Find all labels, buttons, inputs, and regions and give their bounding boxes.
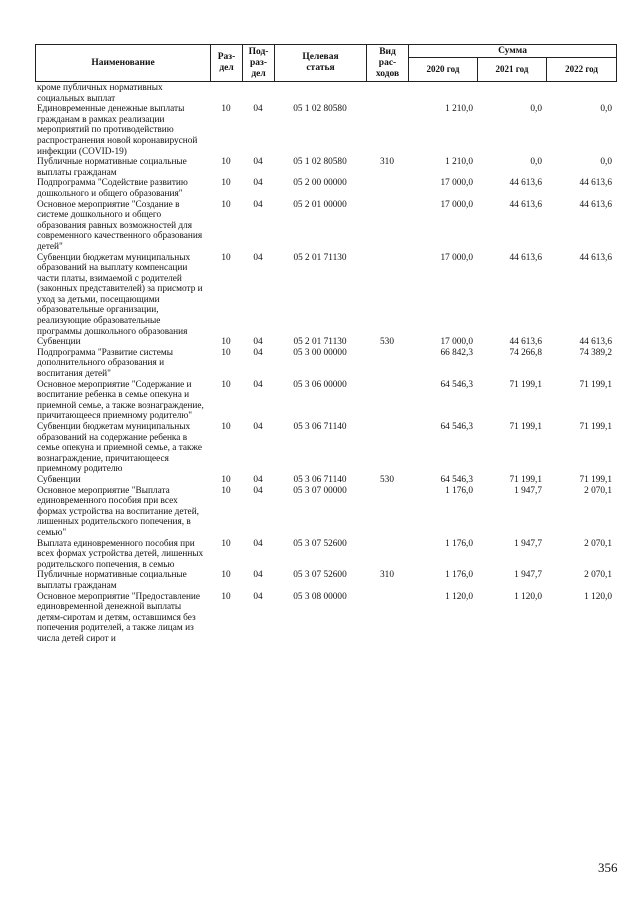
header-name: Наименование: [36, 45, 211, 82]
cell-s2020: 1 210,0: [445, 157, 473, 168]
cell-s2020: 17 000,0: [440, 252, 473, 263]
cell-s2022: 2 070,1: [584, 570, 612, 581]
cell-rz: 10: [221, 199, 231, 210]
cell-vr: [366, 592, 408, 645]
cell-s2022: 71 199,1: [579, 422, 612, 432]
cell-rz: [210, 83, 242, 104]
table-row: [35, 348, 616, 380]
cell-s2021: 1 947,7: [514, 570, 542, 581]
cell-cs: 05 3 07 00000: [293, 485, 347, 496]
cell-s2021: [477, 83, 546, 104]
header-2022: 2022 год: [547, 58, 617, 82]
cell-s2021: 44 613,6: [509, 337, 542, 348]
cell-s2022: 44 613,6: [579, 337, 612, 348]
header-2020: 2020 год: [409, 58, 478, 82]
cell-prz: 04: [253, 422, 263, 432]
table-row: [35, 570, 616, 591]
header-summa: Сумма: [409, 45, 617, 58]
cell-cs: 05 3 07 52600: [293, 538, 347, 549]
cell-vr: [366, 200, 408, 253]
cell-name: Выплата единовременного пособия при всех формах устройства детей, лишенных родительского попечения, в семью: [37, 538, 204, 570]
cell-cs: 05 2 00 00000: [293, 178, 347, 189]
cell-vr: [366, 348, 408, 380]
cell-vr: [366, 83, 408, 104]
cell-cs: 05 3 06 00000: [293, 379, 347, 390]
table-row: [35, 539, 616, 571]
cell-s2021: 74 266,8: [509, 347, 542, 358]
table-row: [35, 592, 616, 645]
cell-prz: 04: [253, 252, 263, 263]
cell-rz: 10: [221, 422, 231, 432]
header-razdel: Раз- дел: [211, 45, 243, 82]
header-statya: Целевая статья: [275, 45, 367, 82]
cell-s2021: 44 613,6: [509, 199, 542, 210]
cell-vr: 530: [380, 474, 394, 485]
cell-name: Подпрограмма "Содействие развитию дошкольного и общего образования": [37, 178, 188, 199]
cell-s2020: 17 000,0: [440, 178, 473, 189]
cell-prz: 04: [253, 347, 263, 358]
cell-cs: 05 3 06 71140: [293, 422, 347, 432]
cell-name: Субвенции бюджетам муниципальных образований на выплату компенсации части платы, взимаемой с родителей (законных представителей) за присмотр и уход за детьми, посещающими образовательные организации, реализующие образовательные программы дошкольного образования: [37, 252, 203, 337]
cell-s2022: 2 070,1: [584, 485, 612, 496]
cell-rz: 10: [221, 474, 231, 485]
cell-cs: 05 3 08 00000: [293, 591, 347, 602]
cell-vr: [366, 178, 408, 199]
cell-rz: 10: [221, 379, 231, 390]
cell-cs: 05 3 07 52600: [293, 570, 347, 581]
cell-s2020: 1 176,0: [445, 570, 473, 581]
cell-s2020: 1 120,0: [445, 591, 473, 602]
cell-vr: [366, 486, 408, 539]
cell-s2021: 44 613,6: [509, 252, 542, 263]
cell-s2020: [408, 83, 477, 104]
cell-vr: 530: [380, 337, 394, 348]
table-row: [35, 157, 616, 178]
cell-name: Субвенции: [37, 474, 81, 485]
table-row: [35, 475, 616, 486]
cell-s2021: 71 199,1: [509, 422, 542, 432]
cell-cs: 05 1 02 80580: [293, 157, 347, 168]
table-row: [35, 422, 616, 475]
table-row: [35, 104, 616, 157]
table-header: [35, 44, 616, 82]
cell-s2022: 44 613,6: [579, 199, 612, 210]
cell-name: Единовременные денежные выплаты гражданам в рамках реализации мероприятий по противодействию распространения новой коронавирусной инфекции (COVID-19): [37, 104, 198, 157]
cell-name: Субвенции: [37, 337, 81, 348]
header-2021: 2021 год: [478, 58, 547, 82]
cell-s2021: 1 947,7: [514, 538, 542, 549]
cell-s2021: 1 947,7: [514, 485, 542, 496]
cell-vr: 310: [380, 157, 394, 168]
cell-rz: 10: [221, 347, 231, 358]
cell-rz: 10: [221, 252, 231, 263]
cell-name: Основное мероприятие "Предоставление единовременной денежной выплаты детям-сиротам и детям, оставшимся без попечения родителей, а также лицам из числа детей сирот и: [37, 591, 201, 644]
cell-s2022: 0,0: [600, 157, 612, 168]
cell-vr: [366, 104, 408, 157]
cell-s2020: 64 546,3: [440, 474, 473, 485]
cell-prz: 04: [253, 104, 263, 115]
cell-name: Подпрограмма "Развитие системы дополнительного образования и воспитания детей": [37, 347, 174, 380]
cell-rz: 10: [221, 591, 231, 602]
cell-s2022: 1 120,0: [584, 591, 612, 602]
cell-prz: 04: [253, 178, 263, 189]
cell-vr: [366, 422, 408, 475]
header-vid: Вид рас- ходов: [367, 45, 409, 82]
cell-prz: 04: [253, 337, 263, 348]
cell-vr: [366, 539, 408, 571]
budget-table: [35, 83, 616, 644]
cell-vr: 310: [380, 570, 394, 581]
cell-cs: 05 2 01 00000: [293, 199, 347, 210]
cell-s2022: 71 199,1: [579, 474, 612, 485]
header-podrazdel: Под- раз- дел: [243, 45, 275, 82]
cell-s2021: 0,0: [530, 157, 542, 168]
table-row: [35, 380, 616, 422]
table-row: [35, 178, 616, 199]
table-row: [35, 253, 616, 338]
cell-rz: 10: [221, 104, 231, 115]
cell-prz: 04: [253, 199, 263, 210]
cell-cs: [274, 83, 366, 104]
cell-prz: 04: [253, 591, 263, 602]
cell-cs: 05 3 06 71140: [293, 474, 347, 485]
cell-rz: 10: [221, 157, 231, 168]
cell-s2020: 1 176,0: [445, 538, 473, 549]
cell-cs: 05 2 01 71130: [293, 252, 347, 263]
cell-s2020: 17 000,0: [440, 337, 473, 348]
cell-name: Основное мероприятие "Создание в системе дошкольного и общего образования равных возможностей для современного качественного образования детей": [37, 199, 203, 252]
cell-prz: 04: [253, 538, 263, 549]
table-row: [35, 200, 616, 253]
cell-s2022: 0,0: [600, 104, 612, 115]
cell-cs: 05 2 01 71130: [293, 337, 347, 348]
cell-s2020: 64 546,3: [440, 379, 473, 390]
cell-s2021: 44 613,6: [509, 178, 542, 189]
cell-prz: 04: [253, 485, 263, 496]
cell-prz: 04: [253, 157, 263, 168]
cell-s2022: 71 199,1: [579, 379, 612, 390]
cell-prz: [242, 83, 274, 104]
page-number: 356: [598, 860, 618, 875]
cell-rz: 10: [221, 485, 231, 496]
cell-prz: 04: [253, 474, 263, 485]
cell-s2022: 44 613,6: [579, 252, 612, 263]
cell-s2022: 74 389,2: [579, 347, 612, 358]
cell-s2022: [546, 83, 616, 104]
cell-prz: 04: [253, 379, 263, 390]
cell-s2020: 1 176,0: [445, 485, 473, 496]
cell-s2022: 44 613,6: [579, 178, 612, 189]
cell-s2020: 1 210,0: [445, 104, 473, 115]
cell-s2021: 1 120,0: [514, 591, 542, 602]
cell-name: Публичные нормативные социальные выплаты гражданам: [37, 157, 187, 178]
cell-name: Субвенции бюджетам муниципальных образований на содержание ребенка в семье опекуна и приемной семье, а также вознаграждение, причитающееся приемному родителю: [37, 422, 202, 475]
cell-rz: 10: [221, 178, 231, 189]
cell-s2020: 17 000,0: [440, 199, 473, 210]
cell-name: Публичные нормативные социальные выплаты гражданам: [37, 570, 187, 591]
cell-s2021: 71 199,1: [509, 379, 542, 390]
table-row: [35, 83, 616, 104]
table-row: [35, 486, 616, 539]
cell-name: Основное мероприятие "Выплата единовременного пособия при всех формах устройства на воспитание детей, лишенных родительского попечения, в семью": [37, 485, 199, 538]
cell-name: Основное мероприятие "Содержание и воспитание ребенка в семье опекуна и приемной семье, а также вознаграждение, причитающееся приемному родителю": [37, 379, 204, 422]
cell-s2020: 64 546,3: [440, 422, 473, 432]
cell-cs: 05 3 00 00000: [293, 347, 347, 358]
cell-vr: [366, 253, 408, 338]
cell-prz: 04: [253, 570, 263, 581]
cell-vr: [366, 380, 408, 422]
cell-s2020: 66 842,3: [440, 347, 473, 358]
cell-rz: 10: [221, 538, 231, 549]
cell-cs: 05 1 02 80580: [293, 104, 347, 115]
cell-s2021: 0,0: [530, 104, 542, 115]
cell-rz: 10: [221, 570, 231, 581]
cell-rz: 10: [221, 337, 231, 348]
cell-s2021: 71 199,1: [509, 474, 542, 485]
cell-name: кроме публичных нормативных социальных выплат: [37, 83, 163, 104]
table-row: [35, 337, 616, 348]
cell-s2022: 2 070,1: [584, 538, 612, 549]
